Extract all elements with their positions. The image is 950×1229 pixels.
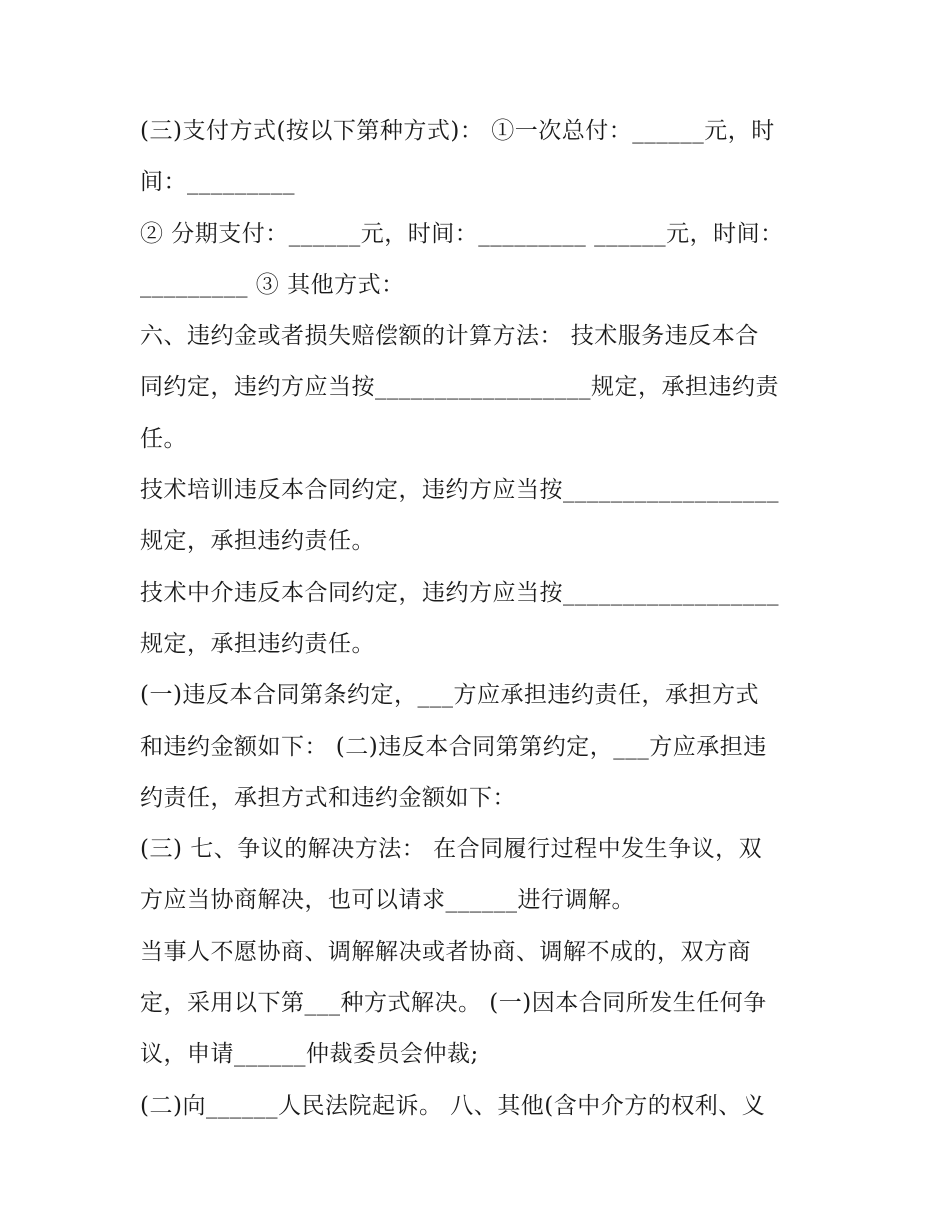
text-line: 方应当协商解决，也可以请求______进行调解。 (140, 887, 635, 914)
text-line: 规定，承担违约责任。 (140, 528, 375, 555)
text-line: 约责任，承担方式和违约金额如下： (140, 784, 516, 811)
contract-text-body (140, 106, 820, 1132)
text-line: 和违约金额如下： (二)违反本合同第第约定，___方应承担违 (140, 733, 767, 760)
text-line: 规定，承担违约责任。 (140, 630, 375, 657)
text-line: ② 分期支付：______元，时间：_________ ______元，时间： (140, 220, 784, 247)
text-line: 间：_________ (140, 169, 295, 196)
text-line: 同约定，违约方应当按__________________规定，承担违约责 (140, 374, 779, 401)
text-line: (三) 七、争议的解决方法： 在合同履行过程中发生争议，双 (140, 836, 763, 863)
text-line: 技术中介违反本合同约定，违约方应当按__________________ (140, 579, 779, 606)
text-line: (三)支付方式(按以下第种方式)： ①一次总付：______元，时 (140, 118, 775, 144)
text-line: 定，采用以下第___种方式解决。 (一)因本合同所发生任何争 (140, 990, 767, 1017)
text-line: _________ ③ 其他方式： (140, 271, 405, 298)
text-line: (一)违反本合同第条约定，___方应承担违约责任，承担方式 (140, 682, 759, 709)
text-line: (二)向______人民法院起诉。 八、其他(含中介方的权利、义 (140, 1092, 766, 1119)
text-line: 技术培训违反本合同约定，违约方应当按__________________ (140, 477, 779, 504)
text-line: 议，申请______仲裁委员会仲裁; (140, 1041, 479, 1068)
text-line: 任。 (140, 425, 187, 452)
text-line: 当事人不愿协商、调解解决或者协商、调解不成的，双方商 (140, 938, 751, 965)
text-line: 六、违约金或者损失赔偿额的计算方法： 技术服务违反本合 (140, 323, 759, 350)
